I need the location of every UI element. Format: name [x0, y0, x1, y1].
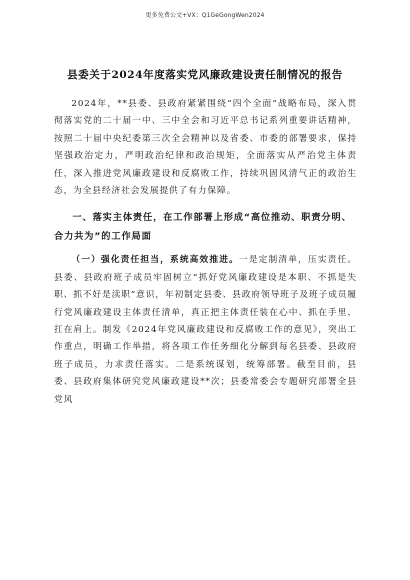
- section-1-subsection-1: [54, 252, 357, 409]
- subsection-1-heading: （一）强化责任担当，系统高效推进。: [71, 255, 239, 266]
- section-1-heading: 一、落实主体责任，在工作部署上形成“高位推动、职责分明、合力共为”的工作局面: [54, 212, 352, 243]
- document-title: 县委关于2024年度落实党风廉政建设责任制情况的报告: [67, 69, 343, 81]
- intro-paragraph: 2024年，**县委、县政府紧紧围绕“四个全面”战略布局，深入贯彻落实党的二十届一中、三中全会和习近平总书记系列重要讲话精神，按照二十届中央纪委第三次全会精神以及省委、市委的部署要求，保持坚强政治定力，严明政治纪律和政治规矩，全面落实从严治党主体责任，深入推进党风廉政建设和反腐败工作，持续巩固风清气正的政治生态，为全县经济社会发展提供了有力保障。: [54, 99, 357, 197]
- header-note: 更多免费公文+VX：Q1GeGongWen2024: [145, 12, 265, 19]
- subsection-1-text: 一是定制清单，压实责任。县委、县政府班子成员牢固树立“抓好党风廉政建设是本职、不抓是失职、抓不好是渎职”意识，年初制定县委、县政府领导班子及班子成员履行党风廉政建设主体责任清单，真正把主体责任装在心中、抓在手里、扛在肩上。制发《2024年党风廉政建设和反腐败工作的意见》，突出工作重点，明确工作举措，将各项工作任务细化分解到每名县委、县政府班子成员，力求责任落实。二是系统谋划，统筹部署。截至目前，县委、县政府集体研究党风廉政建设**次；县委常委会专题研究部署全县党风: [54, 255, 357, 405]
- document-body: [54, 96, 357, 409]
